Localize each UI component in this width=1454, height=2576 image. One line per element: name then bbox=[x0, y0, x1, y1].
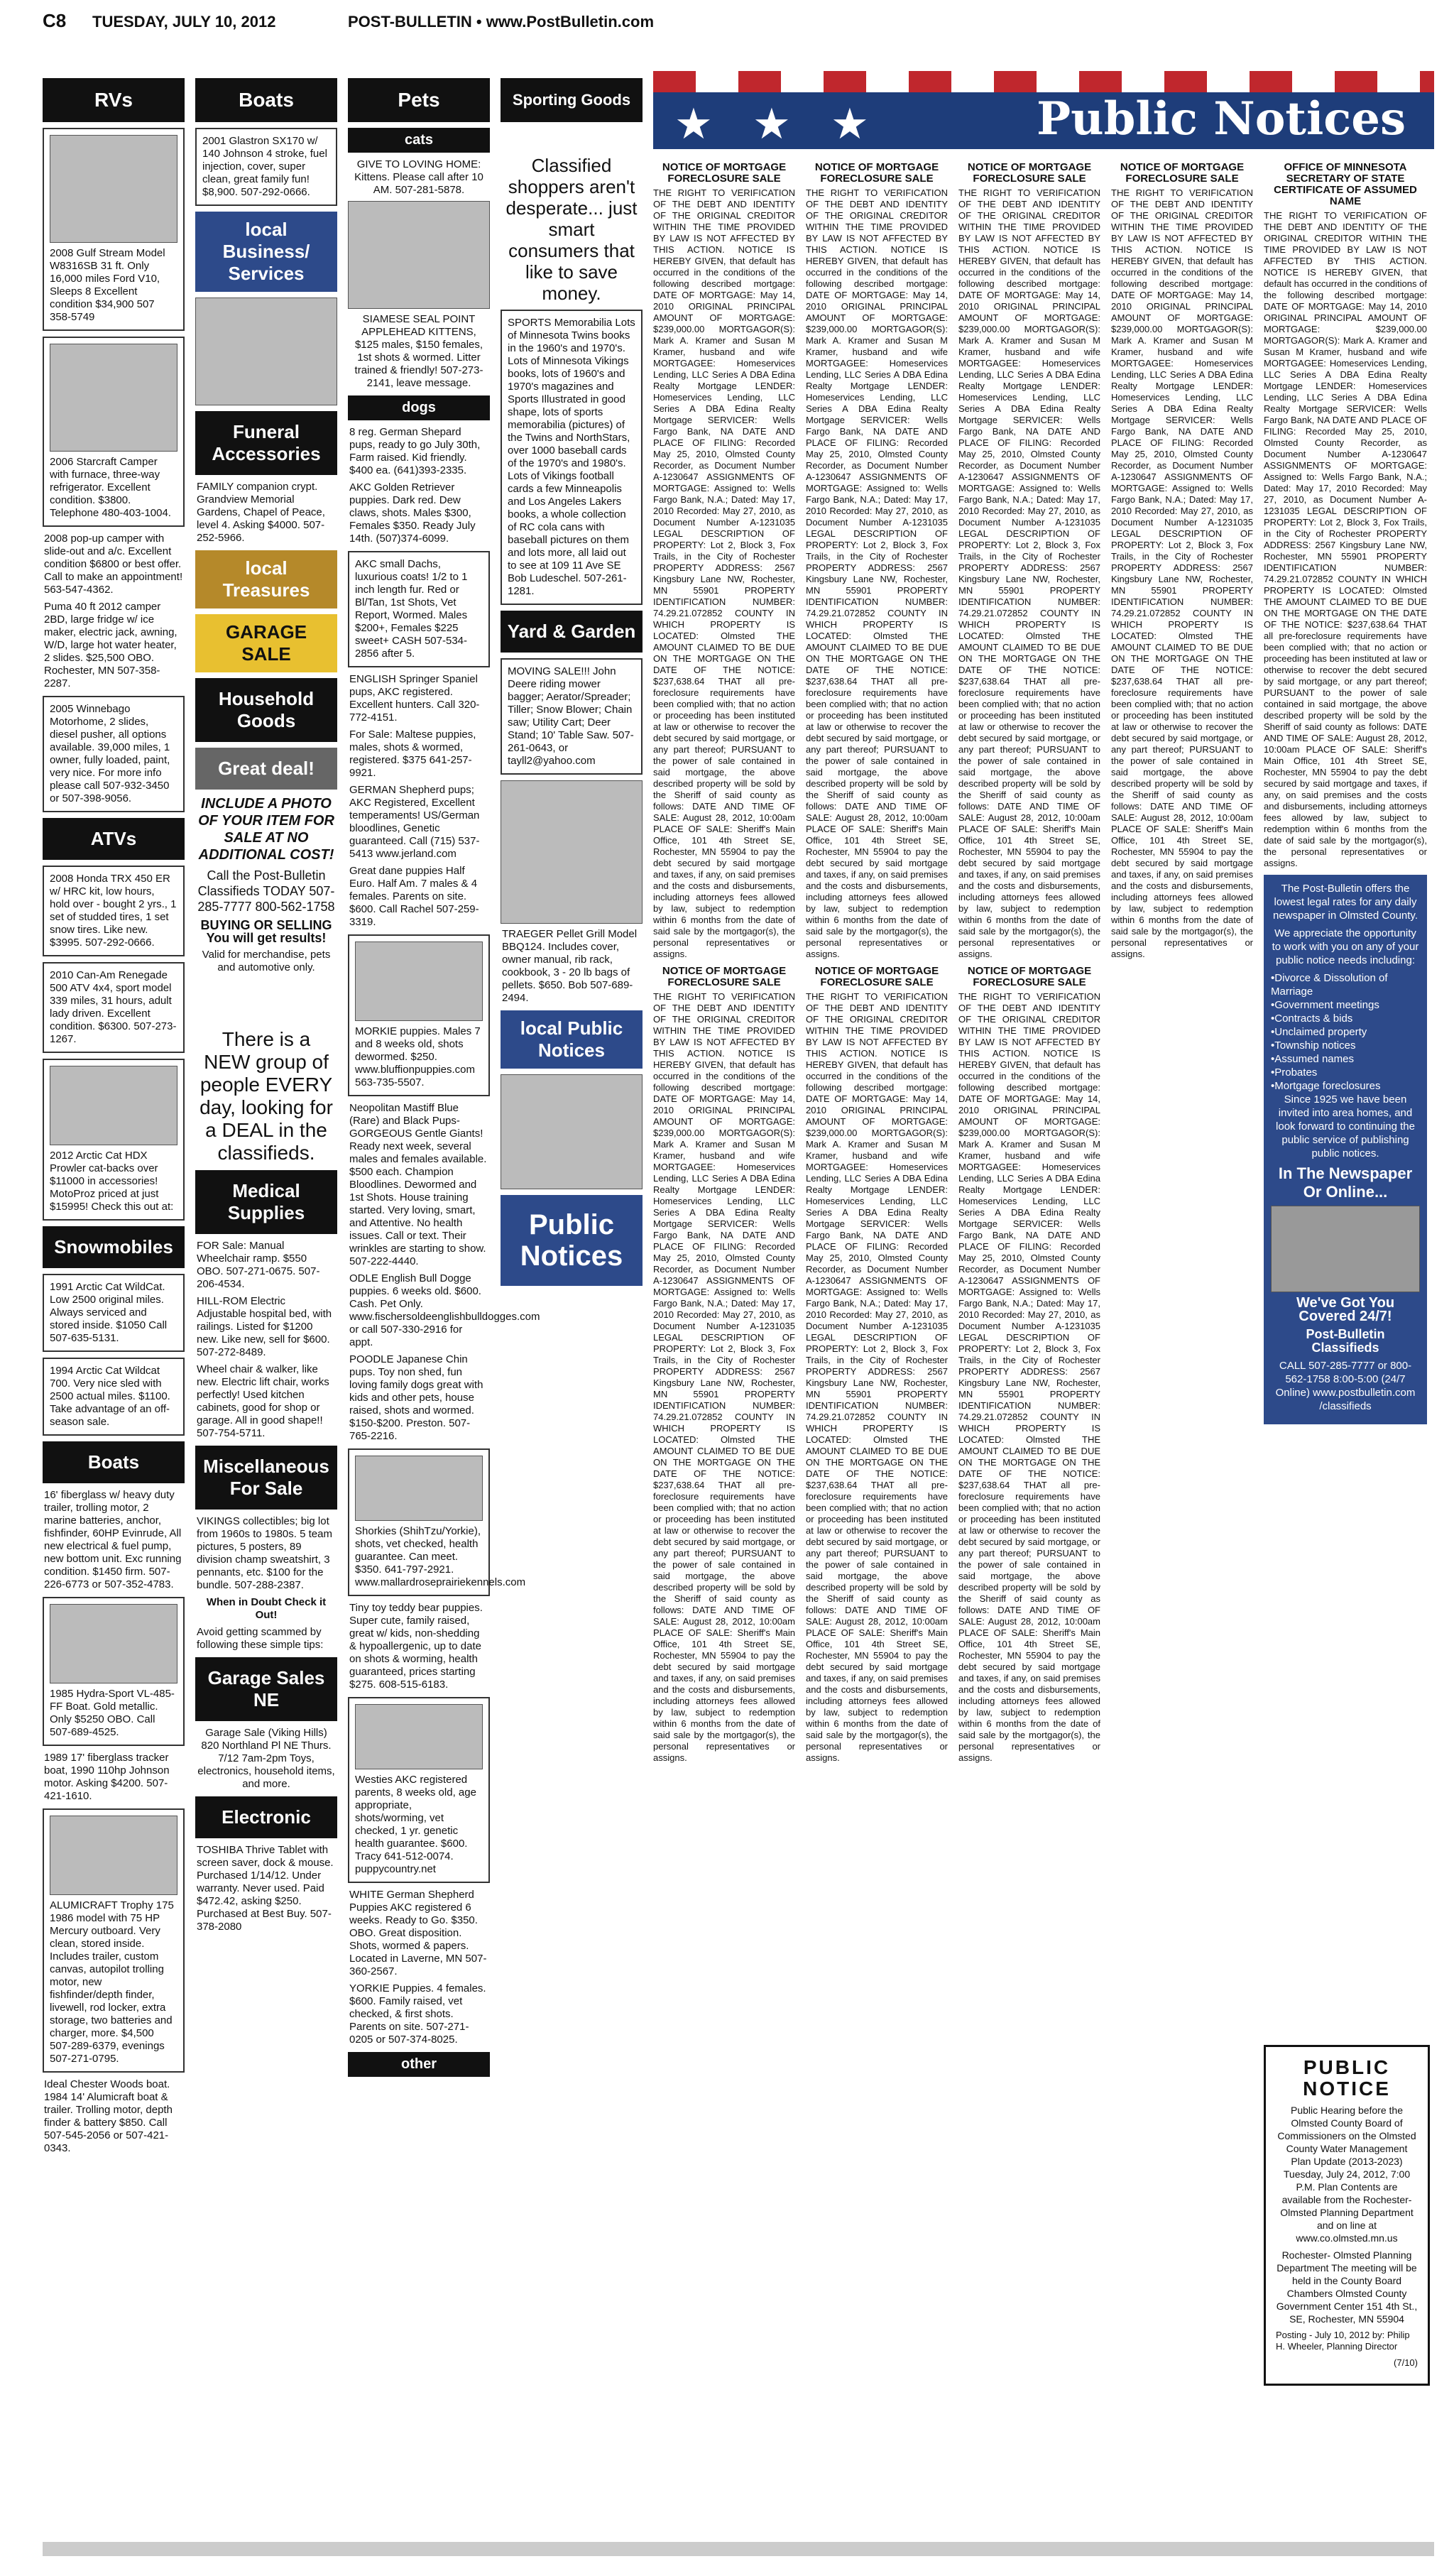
public-notice-ref: (7/10) bbox=[1394, 2357, 1418, 2368]
in-newspaper: In The Newspaper Or Online... bbox=[1278, 1164, 1413, 1201]
ad-photo bbox=[50, 135, 177, 243]
notice-heading: NOTICE OF MORTGAGE FORECLOSURE SALE bbox=[967, 965, 1092, 988]
notice-body: THE RIGHT TO VERIFICATION OF THE DEBT AND IDENTITY OF THE ORIGINAL CREDITOR WITHIN THE TIME PROVIDED BY LAW IS NOT AFFECTED BY THIS ACTION. NOTICE IS HEREBY GIVEN, that default has occurred in the conditions of the following described mortgage: DATE OF MORTGAGE: May 14, 2010 ORIGINAL PRINCIPAL AMOUNT OF MORTGAGE: $239,000.00 MORTGAGOR(S): Mark A. Kramer and Susan M Kramer, husband and wife MORTGAGEE: Homeservices Lending, LLC Series A DBA Edina Realty Mortgage LENDER: Homeservices Lending, LLC Series A DBA Edina Realty Mortgage SERVICER: Wells Fargo Bank, NA DATE AND PLACE OF FILING: Recorded May 25, 2010, Olmsted County Recorder, as Document Number A-1230647 ASSIGNMENTS OF MORTGAGE: Assigned to: Wells Fargo Bank, N.A.; Dated: May 17, 2010 Recorded: May 27, 2010, as Document Number A-1231035 LEGAL DESCRIPTION OF PROPERTY: Lot 2, Block 3, Fox Trails, in the City of Rochester PROPERTY ADDRESS: 2567 Kingsbury Lane NW, Rochester, MN 55901 PROPERTY IDENTIFICATION NUMBER: 74.29.21.072852 COUNTY IN WHICH PROPERTY IS LOCATED: Olmsted THE AMOUNT CLAIMED TO BE DUE ON THE MORTGAGE ON THE DATE OF THE NOTICE: $237,638.64 THAT all pre-foreclosure requirements have been complied with; that no action or proceeding has been instituted at law or otherwise to recover the debt secured by said mortgage, or any part thereof; PURSUANT to the power of sale contained in said mortgage, the above described property will be sold by the Sheriff of said county as follows: DATE AND TIME OF SALE: August 28, 2012, 10:00am PLACE OF SALE: Sheriff's Main Office, 101 4th Street SE, Rochester, MN 55904 to pay the debt secured by said mortgage and taxes, if any, on said premises and the costs and disbursements, including attorneys fees allowed by law, subject to redemption within 6 months from the date of said sale by the mortgagor(s), the personal representatives or assigns. bbox=[1111, 187, 1253, 959]
classified-ad: Tiny toy teddy bear puppies. Super cute, family raised, great w/ kids, non-shedding & hypoallergenic, up to date on shots & worming, health guaranteed, prices starting $275. 608-515-6183. bbox=[349, 1602, 483, 1691]
notice-column bbox=[1111, 156, 1253, 964]
notice-column bbox=[653, 156, 795, 1768]
ad-photo bbox=[50, 1066, 177, 1145]
classified-ad: ENGLISH Springer Spaniel pups, AKC registered. Excellent hunters. Call 320-772-4151. bbox=[349, 673, 480, 724]
ad-photo bbox=[50, 1604, 177, 1683]
list-item: •Unclaimed property bbox=[1271, 1026, 1367, 1038]
classified-ad: Westies AKC registered parents, 8 weeks old, age appropriate, shots/worming, vet checked, 1 yr. genetic health guarantee. $600. Tracy 641-512-0074. puppycountry.net bbox=[348, 1697, 490, 1883]
great-deal-banner: Great deal! bbox=[195, 748, 337, 790]
section-sporting: Sporting Goods bbox=[501, 78, 643, 122]
classified-ad: VIKINGS collectibles; big lot from 1960s to 1980s. 5 team pictures, 5 posters, 89 division champ sweatshirt, 3 pennants, etc. $100 for the bundle. 507-288-2387. bbox=[197, 1515, 332, 1591]
ad-photo bbox=[348, 201, 490, 309]
right-column bbox=[1264, 156, 1427, 1430]
classified-ad: Wheel chair & walker, like new. Electric lift chair, works perfectly! Used kitchen cabinets, good for shop or garage. All in good shape!! 507-754-5711. bbox=[197, 1363, 329, 1439]
ad-photo bbox=[195, 298, 337, 405]
ad-photo bbox=[355, 1704, 483, 1769]
classified-ad: Neopolitan Mastiff Blue (Rare) and Black Pups- GORGEOUS Gentle Giants! Ready next week, several males and females available. $500 each. Champion Bloodlines. Dewormed and 1st Shots. House training started. Very loving, smart, and Attentive. No health issues. Call or text. Their wrinkles are starting to show. 507-222-4440. bbox=[349, 1102, 487, 1267]
notice-column bbox=[958, 156, 1100, 1768]
since-text: Since 1925 we have been invited into area homes, and look forward to continuing the public service of publishing public notices. bbox=[1276, 1093, 1415, 1159]
section-other: other bbox=[348, 2052, 490, 2077]
page-date: TUESDAY, JULY 10, 2012 bbox=[92, 13, 276, 31]
buying-promo: BUYING OR SELLING You will get results! bbox=[200, 918, 332, 945]
public-notice-body: Public Hearing before the Olmsted County Board of Commissioners on the Olmsted County Water Management Plan Update (2013-2023) Tuesday, July 24, 2012, 7:00 P.M. Plan Contents are available from the Rochester-Olmsted Planning Department and on line at www.co.olmsted.mn.us bbox=[1277, 2105, 1416, 2244]
classified-ad: 2001 Glastron SX170 w/ 140 Johnson 4 stroke, fuel injection, cover, super clean, great family fun! $8,900. 507-292-0666. bbox=[195, 128, 337, 206]
ad-photo bbox=[355, 1456, 483, 1521]
list-item: •Township notices bbox=[1271, 1039, 1356, 1052]
section-boats-header: Boats bbox=[195, 78, 337, 122]
local-business-banner: local Business/ Services bbox=[195, 212, 337, 292]
section-snowmobiles: Snowmobiles bbox=[43, 1226, 185, 1268]
notice-body: THE RIGHT TO VERIFICATION OF THE DEBT AND IDENTITY OF THE ORIGINAL CREDITOR WITHIN THE TIME PROVIDED BY LAW IS NOT AFFECTED BY THIS ACTION. NOTICE IS HEREBY GIVEN, that default has occurred in the conditions of the following described mortgage: DATE OF MORTGAGE: May 14, 2010 ORIGINAL PRINCIPAL AMOUNT OF MORTGAGE: $239,000.00 MORTGAGOR(S): Mark A. Kramer and Susan M Kramer, husband and wife MORTGAGEE: Homeservices Lending, LLC Series A DBA Edina Realty Mortgage LENDER: Homeservices Lending, LLC Series A DBA Edina Realty Mortgage SERVICER: Wells Fargo Bank, NA DATE AND PLACE OF FILING: Recorded May 25, 2010, Olmsted County Recorder, as Document Number A-1230647 ASSIGNMENTS OF MORTGAGE: Assigned to: Wells Fargo Bank, N.A.; Dated: May 17, 2010 Recorded: May 27, 2010, as Document Number A-1231035 LEGAL DESCRIPTION OF PROPERTY: Lot 2, Block 3, Fox Trails, in the City of Rochester PROPERTY ADDRESS: 2567 Kingsbury Lane NW, Rochester, MN 55901 PROPERTY IDENTIFICATION NUMBER: 74.29.21.072852 COUNTY IN WHICH PROPERTY IS LOCATED: Olmsted THE AMOUNT CLAIMED TO BE DUE ON THE MORTGAGE ON THE DATE OF THE NOTICE: $237,638.64 THAT all pre-foreclosure requirements have been complied with; that no action or proceeding has been instituted at law or otherwise to recover the debt secured by said mortgage, or any part thereof; PURSUANT to the power of sale contained in said mortgage, the above described property will be sold by the Sheriff of said county as follows: DATE AND TIME OF SALE: August 28, 2012, 10:00am PLACE OF SALE: Sheriff's Main Office, 101 4th Street SE, Rochester, MN 55904 to pay the debt secured by said mortgage and taxes, if any, on said premises and the costs and disbursements, including attorneys fees allowed by law, subject to redemption within 6 months from the date of said sale by the mortgagor(s), the personal representatives or assigns. bbox=[958, 991, 1100, 1763]
public-notices-promo: Public Notices bbox=[501, 1195, 643, 1286]
classified-ad: ODLE English Bull Dogge puppies. 6 weeks old. $600. Cash. Pet Only. www.fischersoldeenglishbulldogges.com or call 507-330-2916 for appt. bbox=[349, 1272, 540, 1348]
section-boats: Boats bbox=[43, 1441, 185, 1483]
public-notice-title: PUBLIC NOTICE bbox=[1303, 2056, 1391, 2100]
list-item: •Government meetings bbox=[1271, 999, 1379, 1011]
call-promo: Call the Post-Bulletin Classifieds TODAY 507-285-7777 800-562-1758 bbox=[197, 868, 335, 914]
classified-ad: 2008 Gulf Stream Model W8316SB 31 ft. Only 16,000 miles Ford V10, Sleeps 8 Excellent condition $34,900 507 358-5749 bbox=[43, 128, 185, 331]
section-dogs: dogs bbox=[348, 395, 490, 420]
notice-heading: NOTICE OF MORTGAGE FORECLOSURE SALE bbox=[662, 965, 787, 988]
section-cats: cats bbox=[348, 128, 490, 153]
covered-text: We've Got You Covered 24/7! bbox=[1296, 1295, 1395, 1324]
notice-body: THE RIGHT TO VERIFICATION OF THE DEBT AND IDENTITY OF THE ORIGINAL CREDITOR WITHIN THE TIME PROVIDED BY LAW IS NOT AFFECTED BY THIS ACTION. NOTICE IS HEREBY GIVEN, that default has occurred in the conditions of the following described mortgage: DATE OF MORTGAGE: May 14, 2010 ORIGINAL PRINCIPAL AMOUNT OF MORTGAGE: $239,000.00 MORTGAGOR(S): Mark A. Kramer and Susan M Kramer, husband and wife MORTGAGEE: Homeservices Lending, LLC Series A DBA Edina Realty Mortgage LENDER: Homeservices Lending, LLC Series A DBA Edina Realty Mortgage SERVICER: Wells Fargo Bank, NA DATE AND PLACE OF FILING: Recorded May 25, 2010, Olmsted County Recorder, as Document Number A-1230647 ASSIGNMENTS OF MORTGAGE: Assigned to: Wells Fargo Bank, N.A.; Dated: May 17, 2010 Recorded: May 27, 2010, as Document Number A-1231035 LEGAL DESCRIPTION OF PROPERTY: Lot 2, Block 3, Fox Trails, in the City of Rochester PROPERTY ADDRESS: 2567 Kingsbury Lane NW, Rochester, MN 55901 PROPERTY IDENTIFICATION NUMBER: 74.29.21.072852 COUNTY IN WHICH PROPERTY IS LOCATED: Olmsted THE AMOUNT CLAIMED TO BE DUE ON THE MORTGAGE ON THE DATE OF THE NOTICE: $237,638.64 THAT all pre-foreclosure requirements have been complied with; that no action or proceeding has been instituted at law or otherwise to recover the debt secured by said mortgage, or any part thereof; PURSUANT to the power of sale contained in said mortgage, the above described property will be sold by the Sheriff of said county as follows: DATE AND TIME OF SALE: August 28, 2012, 10:00am PLACE OF SALE: Sheriff's Main Office, 101 4th Street SE, Rochester, MN 55904 to pay the debt secured by said mortgage and taxes, if any, on said premises and the costs and disbursements, including attorneys fees allowed by law, subject to redemption within 6 months from the date of said sale by the mortgagor(s), the personal representatives or assigns. bbox=[958, 187, 1100, 959]
classified-ad: 2008 pop-up camper with slide-out and a/c. Excellent condition $6800 or best offer. Call to make an appointment! 563-547-4362. bbox=[44, 533, 183, 596]
classified-ad: SIAMESE SEAL POINT APPLEHEAD KITTENS, $125 males, $150 females, 1st shots & wormed. Litter trained & friendly! 507-273-2141, leave message. bbox=[354, 313, 483, 389]
star-icon: ★ bbox=[674, 100, 713, 148]
classified-ad: YORKIE Puppies. 4 females. $600. Family raised, vet checked, & first shots. Parents on site. 507-271-0205 or 507-374-8025. bbox=[349, 1982, 486, 2046]
local-notices-banner: local Public Notices bbox=[501, 1010, 643, 1069]
classified-ad: AKC small Dachs, luxurious coats! 1/2 to 1 inch length fur. Red or Bl/Tan, 1st Shots, Vet Report, Wormed. Males $200+, Females $225 sweet+ CASH 507-534-2856 after 5. bbox=[348, 551, 490, 667]
classified-ad: 1991 Arctic Cat WildCat. Low 2500 original miles. Always serviced and stored inside. $1050 Call 507-635-5131. bbox=[43, 1274, 185, 1352]
list-item: •Mortgage foreclosures bbox=[1271, 1080, 1381, 1092]
banner-stripe bbox=[653, 71, 1434, 92]
notice-body: THE RIGHT TO VERIFICATION OF THE DEBT AND IDENTITY OF THE ORIGINAL CREDITOR WITHIN THE TIME PROVIDED BY LAW IS NOT AFFECTED BY THIS ACTION. NOTICE IS HEREBY GIVEN, that default has occurred in the conditions of the following described mortgage: DATE OF MORTGAGE: May 14, 2010 ORIGINAL PRINCIPAL AMOUNT OF MORTGAGE: $239,000.00 MORTGAGOR(S): Mark A. Kramer and Susan M Kramer, husband and wife MORTGAGEE: Homeservices Lending, LLC Series A DBA Edina Realty Mortgage LENDER: Homeservices Lending, LLC Series A DBA Edina Realty Mortgage SERVICER: Wells Fargo Bank, NA DATE AND PLACE OF FILING: Recorded May 25, 2010, Olmsted County Recorder, as Document Number A-1230647 ASSIGNMENTS OF MORTGAGE: Assigned to: Wells Fargo Bank, N.A.; Dated: May 17, 2010 Recorded: May 27, 2010, as Document Number A-1231035 LEGAL DESCRIPTION OF PROPERTY: Lot 2, Block 3, Fox Trails, in the City of Rochester PROPERTY ADDRESS: 2567 Kingsbury Lane NW, Rochester, MN 55901 PROPERTY IDENTIFICATION NUMBER: 74.29.21.072852 COUNTY IN WHICH PROPERTY IS LOCATED: Olmsted THE AMOUNT CLAIMED TO BE DUE ON THE MORTGAGE ON THE DATE OF THE NOTICE: $237,638.64 THAT all pre-foreclosure requirements have been complied with; that no action or proceeding has been instituted at law or otherwise to recover the debt secured by said mortgage, or any part thereof; PURSUANT to the power of sale contained in said mortgage, the above described property will be sold by the Sheriff of said county as follows: DATE AND TIME OF SALE: August 28, 2012, 10:00am PLACE OF SALE: Sheriff's Main Office, 101 4th Street SE, Rochester, MN 55904 to pay the debt secured by said mortgage and taxes, if any, on said premises and the costs and disbursements, including attorneys fees allowed by law, subject to redemption within 6 months from the date of said sale by the mortgagor(s), the personal representatives or assigns. bbox=[653, 991, 795, 1763]
classified-ad: WHITE German Shepherd Puppies AKC registered 6 weeks. Ready to Go. $350. OBO. Great disposition. Shots, wormed & papers. Located in Laverne, MN 507-360-2567. bbox=[349, 1889, 487, 1977]
section-household: Household Goods bbox=[195, 678, 337, 742]
list-item: •Probates bbox=[1271, 1066, 1318, 1079]
classified-ad: SPORTS Memorabilia Lots of Minnesota Twins books in the 1960's and 1970's. Lots of Minnesota Vikings books, lots of 1960's and 1970's magazines and Sports Illustrated in good shape, lots of sports memorabilia (pictures) of the Twins and NorthStars, over 1000 baseball cards of the 1970's and 1980's. Lots of Vikings football cards a few Minneapolis and Los Angeles Lakers books, a whole collection of RC cola cans with baseball pictures on them and lots more, all laid out to see at 109 11 Ave SE Bob Ludeschel. 507-261-1281. bbox=[501, 310, 643, 605]
classified-ad: Puma 40 ft 2012 camper 2BD, large fridge w/ ice maker, electric jack, awning, W/D, large hot water heater, 2 slides. $25,500 OBO. Rochester, MN 507-358-2287. bbox=[44, 601, 177, 689]
section-garage-ne: Garage Sales NE bbox=[195, 1657, 337, 1721]
star-icon: ★ bbox=[753, 100, 791, 148]
column-pets bbox=[348, 78, 540, 2083]
notice-body: THE RIGHT TO VERIFICATION OF THE DEBT AND IDENTITY OF THE ORIGINAL CREDITOR WITHIN THE TIME PROVIDED BY LAW IS NOT AFFECTED BY THIS ACTION. NOTICE IS HEREBY GIVEN, that default has occurred in the conditions of the following described mortgage: DATE OF MORTGAGE: May 14, 2010 ORIGINAL PRINCIPAL AMOUNT OF MORTGAGE: $239,000.00 MORTGAGOR(S): Mark A. Kramer and Susan M Kramer, husband and wife MORTGAGEE: Homeservices Lending, LLC Series A DBA Edina Realty Mortgage LENDER: Homeservices Lending, LLC Series A DBA Edina Realty Mortgage SERVICER: Wells Fargo Bank, NA DATE AND PLACE OF FILING: Recorded May 25, 2010, Olmsted County Recorder, as Document Number A-1230647 ASSIGNMENTS OF MORTGAGE: Assigned to: Wells Fargo Bank, N.A.; Dated: May 17, 2010 Recorded: May 27, 2010, as Document Number A-1231035 LEGAL DESCRIPTION OF PROPERTY: Lot 2, Block 3, Fox Trails, in the City of Rochester PROPERTY ADDRESS: 2567 Kingsbury Lane NW, Rochester, MN 55901 PROPERTY IDENTIFICATION NUMBER: 74.29.21.072852 COUNTY IN WHICH PROPERTY IS LOCATED: Olmsted THE AMOUNT CLAIMED TO BE DUE ON THE MORTGAGE ON THE DATE OF THE NOTICE: $237,638.64 THAT all pre-foreclosure requirements have been complied with; that no action or proceeding has been instituted at law or otherwise to recover the debt secured by said mortgage, or any part thereof; PURSUANT to the power of sale contained in said mortgage, the above described property will be sold by the Sheriff of said county as follows: DATE AND TIME OF SALE: August 28, 2012, 10:00am PLACE OF SALE: Sheriff's Main Office, 101 4th Street SE, Rochester, MN 55904 to pay the debt secured by said mortgage and taxes, if any, on said premises and the costs and disbursements, including attorneys fees allowed by law, subject to redemption within 6 months from the date of said sale by the mortgagor(s), the personal representatives or assigns. bbox=[806, 187, 948, 959]
page-number: C8 bbox=[43, 10, 67, 31]
column-rvs bbox=[43, 78, 185, 2159]
ad-photo bbox=[50, 344, 177, 452]
classified-ad: ALUMICRAFT Trophy 175 1986 model with 75 HP Mercury outboard. Very clean, stored inside. Includes trailer, custom canvas, autopilot trolling motor, new fishfinder/depth finder, livewell, rod locker, extra storage, two batteries and charger, more. $4,500 507-289-6379, evenings 507-271-0795. bbox=[43, 1808, 185, 2073]
classified-ad: Shorkies (ShihTzu/Yorkie), shots, vet checked, health guarantee. Can meet. $350. 641-797-2921. www.mallardroseprairiekennels.com bbox=[348, 1448, 490, 1596]
list-item: •Divorce & Dissolution of Marriage bbox=[1271, 972, 1388, 998]
public-notices-banner bbox=[653, 71, 1434, 149]
classified-ad: 2012 Arctic Cat HDX Prowler cat-backs over $11000 in accessories! MotoProz priced at just $15995! Check this out at: bbox=[43, 1059, 185, 1221]
public-notice-dept: Rochester- Olmsted Planning Department The meeting will be held in the County Board Chambers Olmsted County Government Center 151 4th St., SE, Rochester, MN 55904 bbox=[1276, 2249, 1418, 2325]
public-notice-posting: Posting - July 10, 2012 by: Philip H. Wheeler, Planning Director bbox=[1276, 2330, 1410, 2352]
notice-body: THE RIGHT TO VERIFICATION OF THE DEBT AND IDENTITY OF THE ORIGINAL CREDITOR WITHIN THE TIME PROVIDED BY LAW IS NOT AFFECTED BY THIS ACTION. NOTICE IS HEREBY GIVEN, that default has occurred in the conditions of the following described mortgage: DATE OF MORTGAGE: May 14, 2010 ORIGINAL PRINCIPAL AMOUNT OF MORTGAGE: $239,000.00 MORTGAGOR(S): Mark A. Kramer and Susan M Kramer, husband and wife MORTGAGEE: Homeservices Lending, LLC Series A DBA Edina Realty Mortgage LENDER: Homeservices Lending, LLC Series A DBA Edina Realty Mortgage SERVICER: Wells Fargo Bank, NA DATE AND PLACE OF FILING: Recorded May 25, 2010, Olmsted County Recorder, as Document Number A-1230647 ASSIGNMENTS OF MORTGAGE: Assigned to: Wells Fargo Bank, N.A.; Dated: May 17, 2010 Recorded: May 27, 2010, as Document Number A-1231035 LEGAL DESCRIPTION OF PROPERTY: Lot 2, Block 3, Fox Trails, in the City of Rochester PROPERTY ADDRESS: 2567 Kingsbury Lane NW, Rochester, MN 55901 PROPERTY IDENTIFICATION NUMBER: 74.29.21.072852 COUNTY IN WHICH PROPERTY IS LOCATED: Olmsted THE AMOUNT CLAIMED TO BE DUE ON THE MORTGAGE ON THE DATE OF THE NOTICE: $237,638.64 THAT all pre-foreclosure requirements have been complied with; that no action or proceeding has been instituted at law or otherwise to recover the debt secured by said mortgage, or any part thereof; PURSUANT to the power of sale contained in said mortgage, the above described property will be sold by the Sheriff of said county as follows: DATE AND TIME OF SALE: August 28, 2012, 10:00am PLACE OF SALE: Sheriff's Main Office, 101 4th Street SE, Rochester, MN 55904 to pay the debt secured by said mortgage and taxes, if any, on said premises and the costs and disbursements, including attorneys fees allowed by law, subject to redemption within 6 months from the date of said sale by the mortgagor(s), the personal representatives or assigns. bbox=[1264, 210, 1427, 868]
section-atvs: ATVs bbox=[43, 818, 185, 860]
page-footer bbox=[43, 2542, 1434, 2556]
photo-promo: INCLUDE A PHOTO OF YOUR ITEM FOR SALE AT NO ADDITIONAL COST! bbox=[198, 796, 334, 863]
section-rvs: RVs bbox=[43, 78, 185, 122]
column-sporting bbox=[501, 78, 643, 1292]
notice-heading: NOTICE OF MORTGAGE FORECLOSURE SALE bbox=[1120, 161, 1245, 185]
star-icon: ★ bbox=[831, 100, 869, 148]
classified-ad: 1985 Hydra-Sport VL-485-FF Boat. Gold metallic. Only $5250 OBO. Call 507-689-4525. bbox=[43, 1597, 185, 1746]
column-boats bbox=[195, 78, 337, 1938]
classified-ad: MOVING SALE!!! John Deere riding mower bagger; Aerator/Spreader; Tiller; Snow Blower; Chain saw; Utility Cart; Deer Stand; 10' Table Saw. 507-261-0643, or tayll2@yahoo.com bbox=[501, 658, 643, 775]
page-header bbox=[43, 0, 696, 57]
grill-photo bbox=[501, 780, 643, 924]
classified-ad: Garage Sale (Viking Hills) 820 Northland Pl NE Thurs. 7/12 7am-2pm Toys, electronics, household items, and more. bbox=[197, 1727, 335, 1790]
classified-ad: Ideal Chester Woods boat. 1984 14' Alumicraft boat & trailer. Trolling motor, depth finder & battery $850. Call 507-545-2056 or 507-421-0343. bbox=[44, 2078, 173, 2154]
banner-title: Public Notices bbox=[1036, 92, 1406, 146]
classified-ad: TRAEGER Pellet Grill Model BBQ124. Includes cover, owner manual, rib rack, cookbook, 3 - 20 lb bags of pellets. $650. Bob 507-689-2494. bbox=[502, 928, 638, 1004]
classified-ad: 2006 Starcraft Camper with furnace, three-way refrigerator. Excellent condition. $3800. Telephone 480-403-1004. bbox=[43, 337, 185, 527]
notice-heading: NOTICE OF MORTGAGE FORECLOSURE SALE bbox=[967, 161, 1092, 185]
notice-column bbox=[806, 156, 948, 1768]
contact-info: CALL 507-285-7777 or 800-562-1758 8:00-5:00 (24/7 Online) www.postbulletin.com /classifieds bbox=[1275, 1360, 1416, 1412]
local-treasures-banner: local Treasures bbox=[195, 550, 337, 608]
section-medical: Medical Supplies bbox=[195, 1170, 337, 1234]
notice-heading: NOTICE OF MORTGAGE FORECLOSURE SALE bbox=[814, 965, 939, 988]
list-item: •Assumed names bbox=[1271, 1053, 1354, 1065]
ad-photo bbox=[50, 1816, 177, 1895]
classified-ad: 8 reg. German Shepard pups, ready to go July 30th, Farm raised. Kid friendly. $400 ea. (641)393-2335. bbox=[349, 426, 481, 476]
pb-offers: The Post-Bulletin offers the lowest legal rates for any daily newspaper in Olmsted County. bbox=[1273, 883, 1418, 922]
classified-ad: AKC Golden Retriever puppies. Dark red. Dew claws, shots. Males $300, Females $350. Ready July 14th. (507)374-6099. bbox=[349, 481, 476, 545]
classified-ad: FAMILY companion crypt. Grandview Memorial Gardens, Chapel of Peace, level 4. Asking $4000. 507-252-5966. bbox=[197, 481, 325, 544]
classified-ad: MORKIE puppies. Males 7 and 8 weeks old, shots dewormed. $250. www.bluffionpuppies.com 563-735-5507. bbox=[348, 934, 490, 1096]
notice-body: THE RIGHT TO VERIFICATION OF THE DEBT AND IDENTITY OF THE ORIGINAL CREDITOR WITHIN THE TIME PROVIDED BY LAW IS NOT AFFECTED BY THIS ACTION. NOTICE IS HEREBY GIVEN, that default has occurred in the conditions of the following described mortgage: DATE OF MORTGAGE: May 14, 2010 ORIGINAL PRINCIPAL AMOUNT OF MORTGAGE: $239,000.00 MORTGAGOR(S): Mark A. Kramer and Susan M Kramer, husband and wife MORTGAGEE: Homeservices Lending, LLC Series A DBA Edina Realty Mortgage LENDER: Homeservices Lending, LLC Series A DBA Edina Realty Mortgage SERVICER: Wells Fargo Bank, NA DATE AND PLACE OF FILING: Recorded May 25, 2010, Olmsted County Recorder, as Document Number A-1230647 ASSIGNMENTS OF MORTGAGE: Assigned to: Wells Fargo Bank, N.A.; Dated: May 17, 2010 Recorded: May 27, 2010, as Document Number A-1231035 LEGAL DESCRIPTION OF PROPERTY: Lot 2, Block 3, Fox Trails, in the City of Rochester PROPERTY ADDRESS: 2567 Kingsbury Lane NW, Rochester, MN 55901 PROPERTY IDENTIFICATION NUMBER: 74.29.21.072852 COUNTY IN WHICH PROPERTY IS LOCATED: Olmsted THE AMOUNT CLAIMED TO BE DUE ON THE MORTGAGE ON THE DATE OF THE NOTICE: $237,638.64 THAT all pre-foreclosure requirements have been complied with; that no action or proceeding has been instituted at law or otherwise to recover the debt secured by said mortgage, or any part thereof; PURSUANT to the power of sale contained in said mortgage, the above described property will be sold by the Sheriff of said county as follows: DATE AND TIME OF SALE: August 28, 2012, 10:00am PLACE OF SALE: Sheriff's Main Office, 101 4th Street SE, Rochester, MN 55904 to pay the debt secured by said mortgage and taxes, if any, on said premises and the costs and disbursements, including attorneys fees allowed by law, subject to redemption within 6 months from the date of said sale by the mortgagor(s), the personal representatives or assigns. bbox=[653, 187, 795, 959]
classified-ad: POODLE Japanese Chin pups. Toy non shed, fun loving family dogs great with kids and other pets, house raised, shots and wormed. $150-$200. Preston. 507-765-2216. bbox=[349, 1353, 483, 1442]
classified-ad: 2005 Winnebago Motorhome, 2 slides, diesel pusher, all options available. 39,000 miles, 1 owner, fully loaded, paint, very nice. For more info please call 507-932-3450 or 507-398-9056. bbox=[43, 696, 185, 812]
classified-ad: HILL-ROM Electric Adjustable hospital bed, with railings. Listed for $1200 new. Like new, sell for $600. 507-272-8489. bbox=[197, 1295, 332, 1358]
section-funeral: Funeral Accessories bbox=[195, 411, 337, 475]
valid-note: Valid for merchandise, pets and automotive only. bbox=[202, 949, 331, 973]
pb-classifieds-logo: Post-Bulletin Classifieds bbox=[1306, 1327, 1385, 1355]
notice-types-list bbox=[1271, 971, 1420, 1093]
classified-ad: Great dane puppies Half Euro. Half Am. 7 males & 4 females. Parents on site. $600. Call Rachel 507-259-3319. bbox=[349, 865, 479, 928]
public-notice-box bbox=[1264, 2045, 1430, 2386]
garage-sale-banner: GARAGE SALE bbox=[195, 614, 337, 672]
new-group-promo: There is a NEW group of people EVERY day, looking for a DEAL in the classifieds. bbox=[199, 1028, 333, 1164]
classified-promo: Classified shoppers aren't desperate... just smart consumers that like to save money. bbox=[505, 155, 638, 304]
newspaper-page bbox=[43, 0, 1434, 2576]
notice-heading: NOTICE OF MORTGAGE FORECLOSURE SALE bbox=[814, 161, 939, 185]
classified-ad: For Sale: Maltese puppies, males, shots & wormed, registered. $375 641-257-9921. bbox=[349, 728, 476, 779]
paper-name: POST-BULLETIN • www.PostBulletin.com bbox=[348, 13, 655, 31]
appreciate-text: We appreciate the opportunity to work with you on any of your public notice needs including: bbox=[1272, 927, 1419, 966]
classified-ad: FOR Sale: Manual Wheelchair ramp. $550 OBO. 507-271-0675. 507-206-4534. bbox=[197, 1240, 320, 1290]
office-heading: OFFICE OF MINNESOTA SECRETARY OF STATE CERTIFICATE OF ASSUMED NAME bbox=[1274, 161, 1417, 207]
classified-ad: 1989 17' fiberglass tracker boat, 1990 110hp Johnson motor. Asking $4200. 507-421-1610. bbox=[44, 1752, 170, 1802]
doubt-heading: When in Doubt Check it Out! bbox=[206, 1596, 327, 1621]
section-electronic: Electronic bbox=[195, 1796, 337, 1838]
classified-ad: GIVE TO LOVING HOME: Kittens. Please call after 10 AM. 507-281-5878. bbox=[354, 158, 483, 196]
classified-ad: 2010 Can-Am Renegade 500 ATV 4x4, sport model 339 miles, 31 hours, adult lady driven. Excellent condition. $6300. 507-273-1267. bbox=[43, 962, 185, 1053]
classified-ad: 1994 Arctic Cat Wildcat 700. Very nice sled with 2500 actual miles. $1100. Take advantage of an off-season sale. bbox=[43, 1358, 185, 1436]
classified-ad: TOSHIBA Thrive Tablet with screen saver, dock & mouse. Purchased 1/14/12. Under warranty. Never used. Paid $472.42, asking $250. Purchased at Best Buy. 507-378-2080 bbox=[197, 1844, 334, 1933]
scam-tips: Avoid getting scammed by following these simple tips: bbox=[197, 1626, 324, 1651]
classified-ad: 2008 Honda TRX 450 ER w/ HRC kit, low hours, hold over - bought 2 yrs., 1 set of studded tires, 1 set snow tires. Like new. $3995. 507-292-0666. bbox=[43, 866, 185, 956]
classified-ad: 16' fiberglass w/ heavy duty trailer, trolling motor, 2 marine batteries, anchor, fishfinder, 60HP Evinrude, All new electrical & fuel pump, new bottom unit. Exc running condition. $1450 firm. 507-226-6773 or 507-352-4783. bbox=[44, 1489, 182, 1590]
notice-heading: NOTICE OF MORTGAGE FORECLOSURE SALE bbox=[662, 161, 787, 185]
notice-body: THE RIGHT TO VERIFICATION OF THE DEBT AND IDENTITY OF THE ORIGINAL CREDITOR WITHIN THE TIME PROVIDED BY LAW IS NOT AFFECTED BY THIS ACTION. NOTICE IS HEREBY GIVEN, that default has occurred in the conditions of the following described mortgage: DATE OF MORTGAGE: May 14, 2010 ORIGINAL PRINCIPAL AMOUNT OF MORTGAGE: $239,000.00 MORTGAGOR(S): Mark A. Kramer and Susan M Kramer, husband and wife MORTGAGEE: Homeservices Lending, LLC Series A DBA Edina Realty Mortgage LENDER: Homeservices Lending, LLC Series A DBA Edina Realty Mortgage SERVICER: Wells Fargo Bank, NA DATE AND PLACE OF FILING: Recorded May 25, 2010, Olmsted County Recorder, as Document Number A-1230647 ASSIGNMENTS OF MORTGAGE: Assigned to: Wells Fargo Bank, N.A.; Dated: May 17, 2010 Recorded: May 27, 2010, as Document Number A-1231035 LEGAL DESCRIPTION OF PROPERTY: Lot 2, Block 3, Fox Trails, in the City of Rochester PROPERTY ADDRESS: 2567 Kingsbury Lane NW, Rochester, MN 55901 PROPERTY IDENTIFICATION NUMBER: 74.29.21.072852 COUNTY IN WHICH PROPERTY IS LOCATED: Olmsted THE AMOUNT CLAIMED TO BE DUE ON THE MORTGAGE ON THE DATE OF THE NOTICE: $237,638.64 THAT all pre-foreclosure requirements have been complied with; that no action or proceeding has been instituted at law or otherwise to recover the debt secured by said mortgage, or any part thereof; PURSUANT to the power of sale contained in said mortgage, the above described property will be sold by the Sheriff of said county as follows: DATE AND TIME OF SALE: August 28, 2012, 10:00am PLACE OF SALE: Sheriff's Main Office, 101 4th Street SE, Rochester, MN 55904 to pay the debt secured by said mortgage and taxes, if any, on said premises and the costs and disbursements, including attorneys fees allowed by law, subject to redemption within 6 months from the date of said sale by the mortgagor(s), the personal representatives or assigns. bbox=[806, 991, 948, 1763]
section-yard-garden: Yard & Garden bbox=[501, 611, 643, 653]
section-misc: Miscellaneous For Sale bbox=[195, 1446, 337, 1510]
ad-photo bbox=[355, 942, 483, 1021]
list-item: •Contracts & bids bbox=[1271, 1013, 1353, 1025]
section-pets: Pets bbox=[348, 78, 490, 122]
person-photo bbox=[1271, 1206, 1420, 1292]
pb-offers-box bbox=[1264, 875, 1427, 1424]
scales-photo bbox=[501, 1074, 643, 1189]
classified-ad: GERMAN Shepherd pups; AKC Registered, Excellent temperaments! US/German bloodlines, Genetic guaranteed. Call (715) 537-5413 www.jerland.com bbox=[349, 784, 480, 860]
